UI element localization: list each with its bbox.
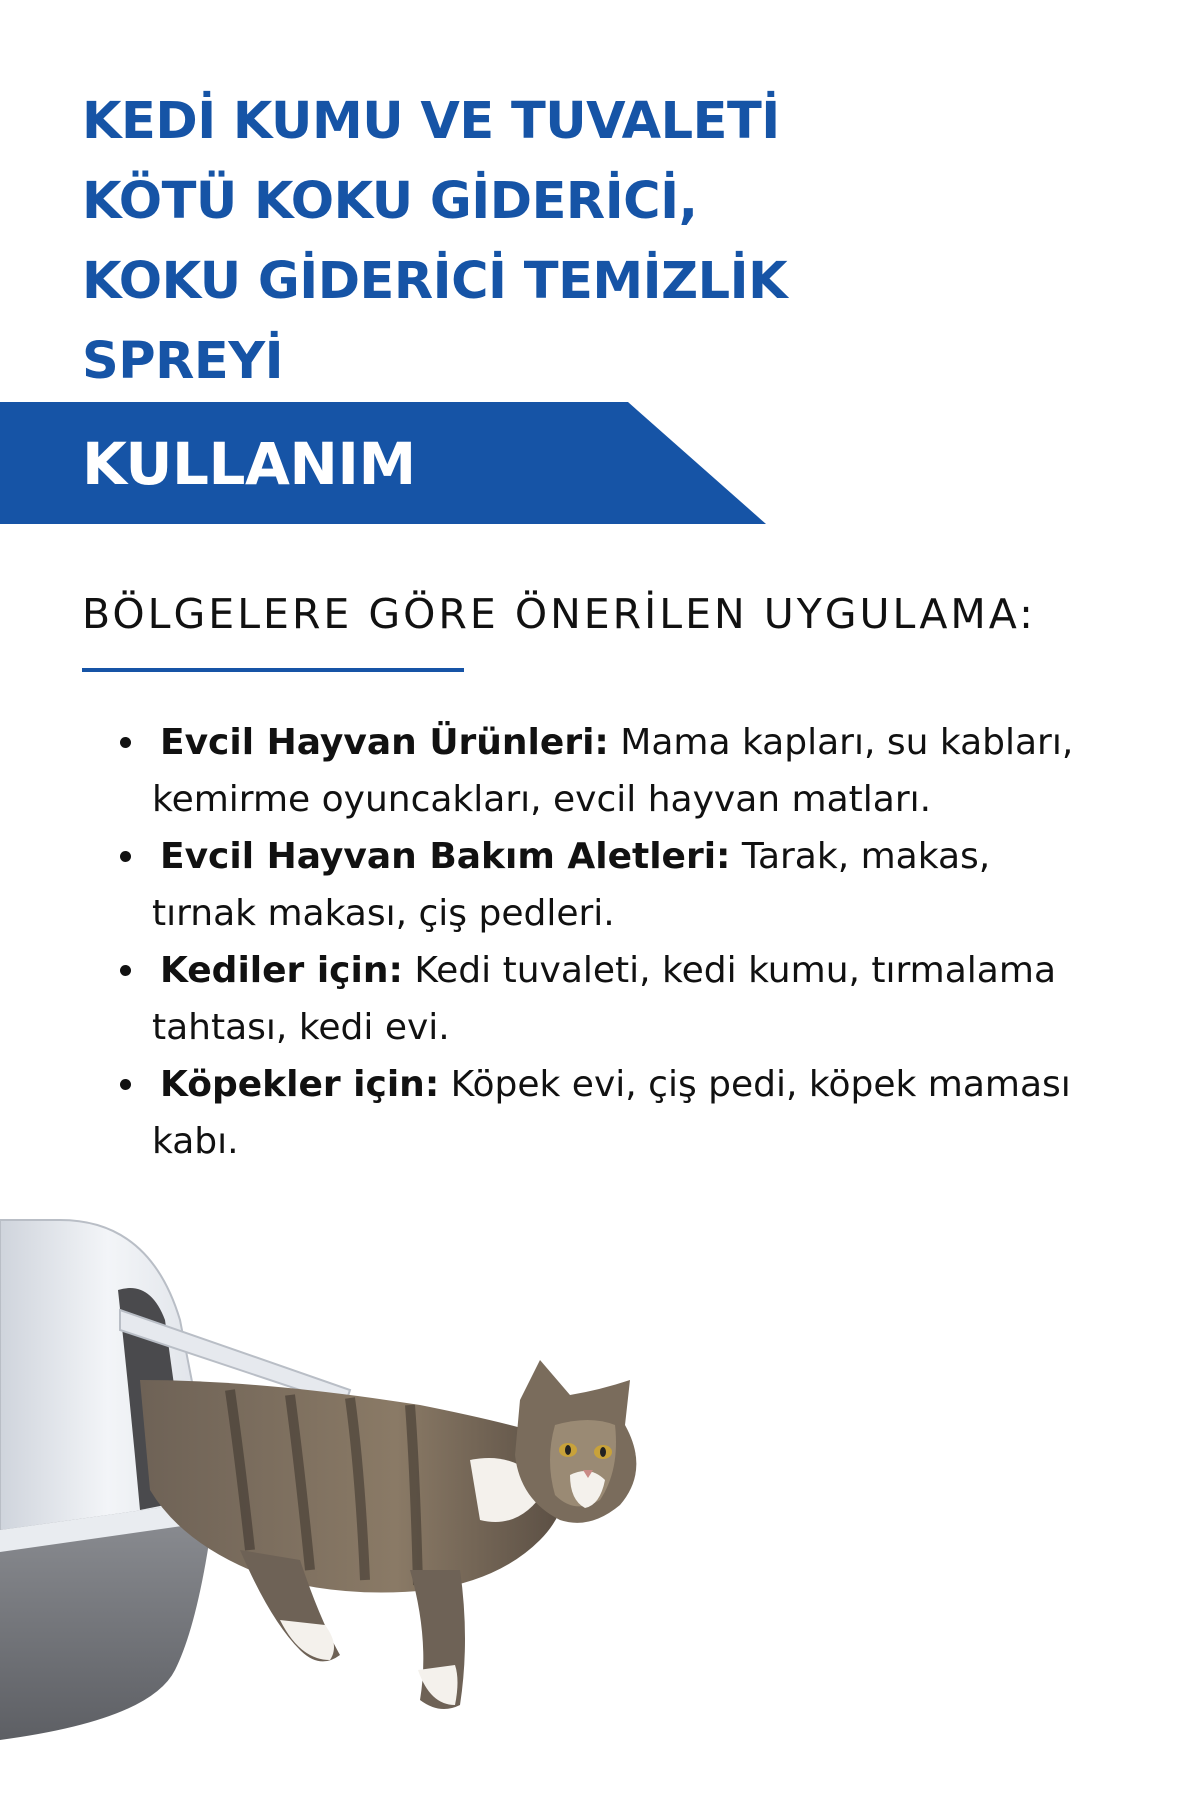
title-line-2: KÖTÜ KOKU GİDERİCİ, bbox=[82, 172, 698, 231]
item-text: Kedi tuvaleti, kedi kumu, tırmalama tahtası, kedi evi. bbox=[152, 950, 1056, 1048]
list-item bbox=[114, 828, 1074, 942]
item-term: Kediler için: bbox=[160, 950, 403, 991]
title-line-3: KOKU GİDERİCİ TEMİZLİK bbox=[82, 252, 788, 311]
item-text: Mama kapları, su kabları, kemirme oyuncakları, evcil hayvan matları. bbox=[152, 722, 1074, 820]
item-text: Köpek evi, çiş pedi, köpek maması kabı. bbox=[152, 1064, 1071, 1162]
title-line-4: SPREYİ bbox=[82, 332, 284, 391]
subtitle-underline bbox=[82, 668, 464, 672]
page-title bbox=[82, 82, 842, 402]
cat-litter-box-icon bbox=[0, 1200, 700, 1780]
bullet-icon bbox=[120, 737, 131, 748]
section-subtitle: BÖLGELERE GÖRE ÖNERİLEN UYGULAMA: bbox=[82, 590, 1036, 638]
item-term: Köpekler için: bbox=[160, 1064, 440, 1105]
list-item bbox=[114, 714, 1074, 828]
item-term: Evcil Hayvan Bakım Aletleri: bbox=[160, 836, 731, 877]
application-list bbox=[114, 714, 1074, 1170]
bullet-icon bbox=[120, 1079, 131, 1090]
banner-label: KULLANIM bbox=[82, 430, 416, 498]
bullet-icon bbox=[120, 851, 131, 862]
list-item bbox=[114, 1056, 1074, 1170]
section-banner bbox=[0, 402, 766, 524]
cat-litter-box-illustration bbox=[0, 1200, 700, 1780]
bullet-icon bbox=[120, 965, 131, 976]
title-line-1: KEDİ KUMU VE TUVALETİ bbox=[82, 92, 780, 151]
list-item bbox=[114, 942, 1074, 1056]
item-text: Tarak, makas, tırnak makası, çiş pedleri. bbox=[152, 836, 991, 934]
item-term: Evcil Hayvan Ürünleri: bbox=[160, 722, 609, 763]
